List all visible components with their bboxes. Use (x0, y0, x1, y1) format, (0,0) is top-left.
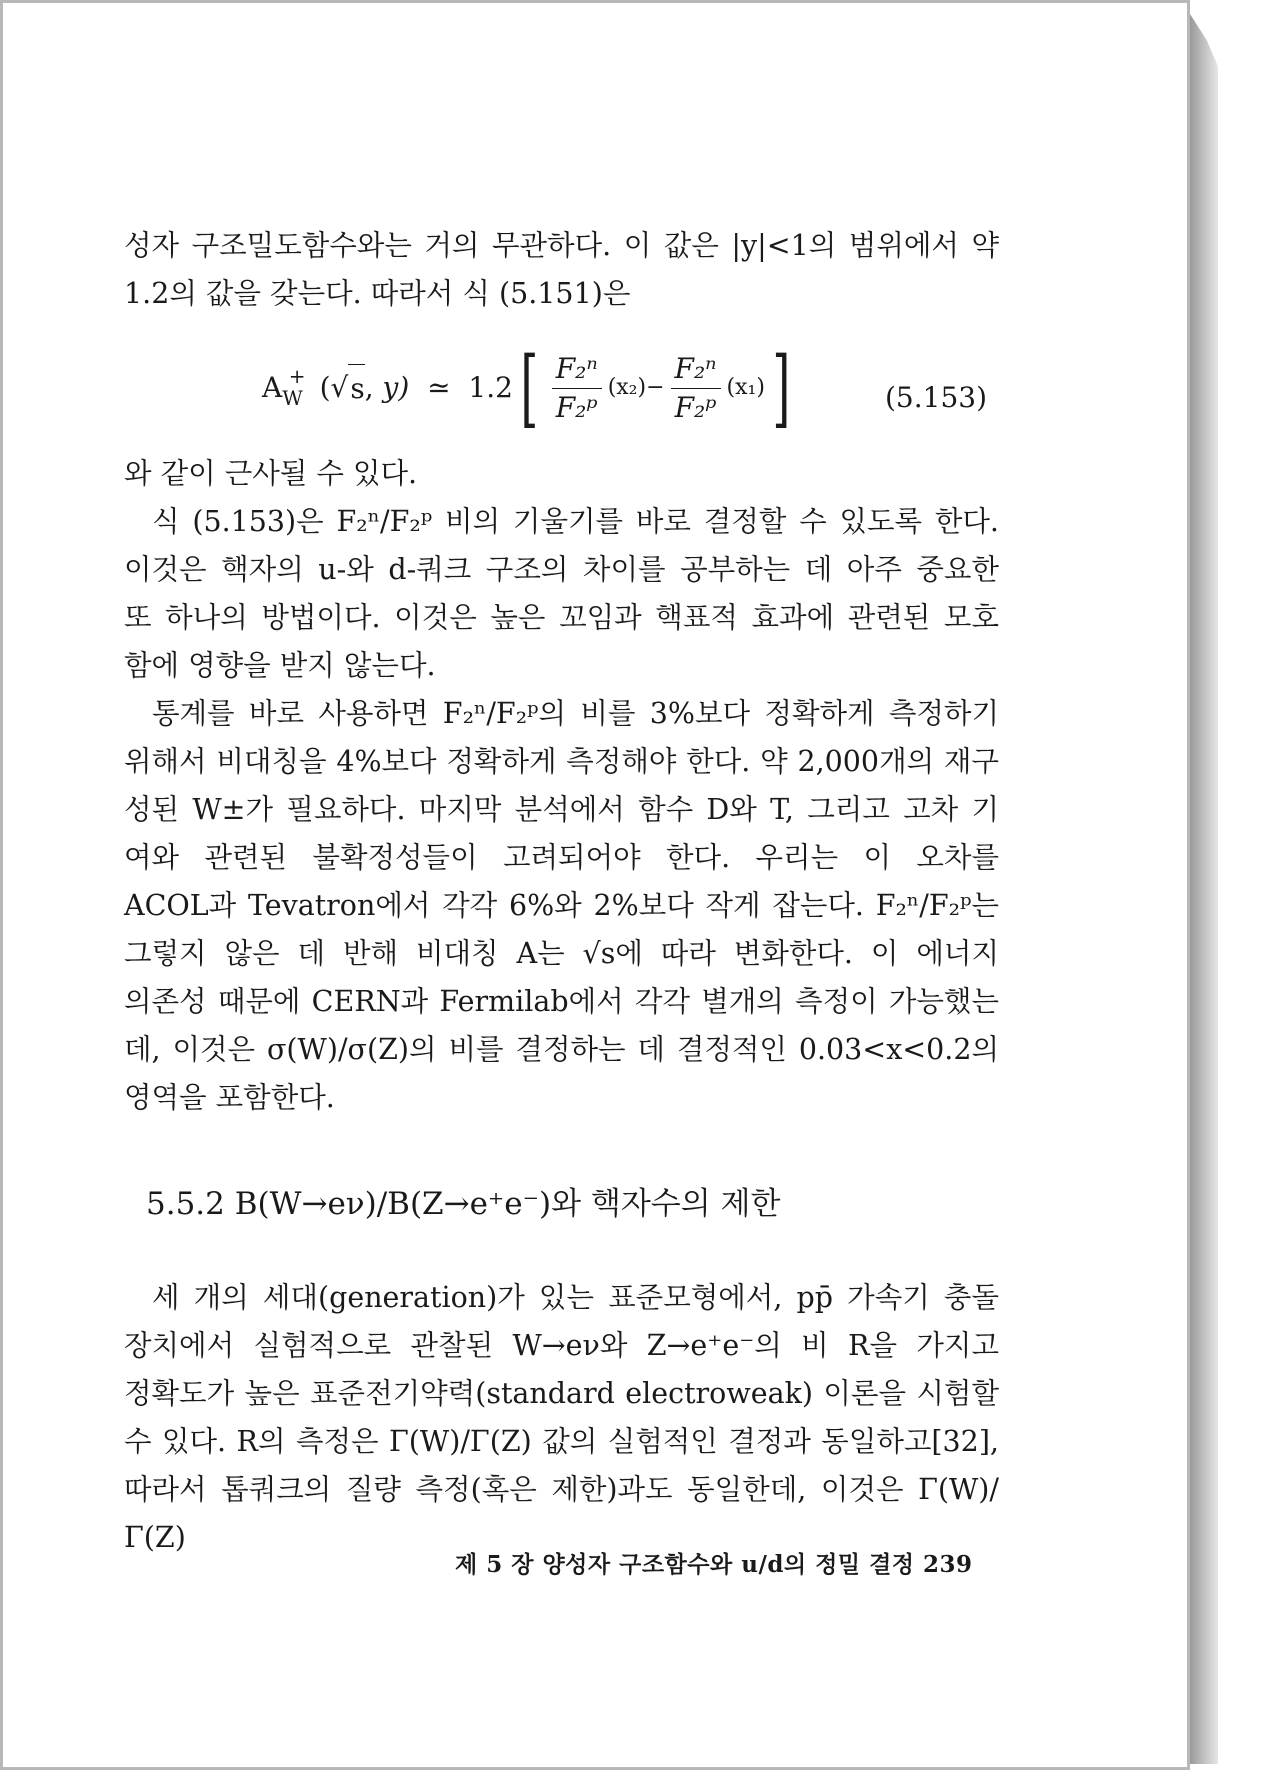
eq-lhs-open: ( (319, 371, 331, 404)
eq-lhs-sqrt: s (348, 364, 364, 413)
eq-arg-1: (x₂)− (607, 375, 665, 400)
paragraph-4 (124, 690, 999, 1122)
eq-num-2: F₂ⁿ (671, 350, 721, 389)
paragraph-2: 와 같이 근사될 수 있다. (124, 457, 418, 490)
eq-lhs-a: A (262, 371, 283, 404)
text-line: 수 있다. R의 측정은 Γ(W)/Γ(Z) 값의 실험적인 결정과 동일하고[32], (124, 1425, 999, 1458)
text-line: 영역을 포함한다. (124, 1081, 335, 1114)
eq-coef: 1.2 (468, 371, 513, 404)
page-edge-shadow (1190, 14, 1218, 1764)
text-line: 또 하나의 방법이다. 이것은 높은 꼬임과 핵표적 효과에 관련된 모호 (124, 601, 999, 634)
text-line: 이것은 핵자의 u-와 d-쿼크 구조의 차이를 공부하는 데 아주 중요한 (124, 553, 999, 586)
eq-bracket-right: ] (772, 339, 791, 437)
equation-5-153 (124, 326, 999, 446)
text-line: 정확도가 높은 표준전기약력(standard electroweak) 이론을 시험할 (124, 1377, 999, 1410)
text-line: ACOL과 Tevatron에서 각각 6%와 2%보다 작게 잡는다. F₂ⁿ/F₂ᵖ는 (124, 889, 999, 922)
equation-number: (5.153) (884, 381, 987, 414)
eq-arg-2: (x₁) (726, 375, 765, 400)
eq-fraction-1 (552, 350, 602, 427)
eq-den-1: F₂ᵖ (555, 390, 598, 424)
eq-lhs-w: W (282, 386, 303, 410)
text-line: 성자 구조밀도함수와는 거의 무관하다. 이 값은 |y|<1의 범위에서 약 (124, 229, 999, 262)
eq-lhs-y: y) (382, 371, 410, 404)
text-line: 장치에서 실험적으로 관찰된 W→eν와 Z→e⁺e⁻의 비 R을 가지고 (124, 1329, 999, 1362)
text-line: 함에 영향을 받지 않는다. (124, 649, 436, 682)
section-title: 5.5.2 B(W→eν)/B(Z→e⁺e⁻)와 핵자수의 제한 (146, 1186, 781, 1222)
text-line: 위해서 비대칭을 4%보다 정확하게 측정해야 한다. 약 2,000개의 재구 (124, 745, 999, 778)
equation-body (262, 339, 798, 437)
text-line: 1.2의 값을 갖는다. 따라서 식 (5.151)은 (124, 277, 631, 310)
paragraph-1 (124, 222, 999, 318)
page-footer: 제 5 장 양성자 구조함수와 u/d의 정밀 결정 239 (455, 1551, 973, 1578)
eq-num-1: F₂ⁿ (552, 350, 602, 389)
text-line: 그렇지 않은 데 반해 비대칭 A는 √s에 따라 변화한다. 이 에너지 (124, 937, 999, 970)
text-line: 성된 W±가 필요하다. 마지막 분석에서 함수 D와 T, 그리고 고차 기 (124, 793, 999, 826)
page-content (124, 222, 999, 1562)
eq-den-2: F₂ᵖ (674, 390, 717, 424)
text-line: 식 (5.153)은 F₂ⁿ/F₂ᵖ 비의 기울기를 바로 결정할 수 있도록 한다. (152, 505, 999, 538)
eq-approx: ≃ (427, 371, 451, 404)
eq-bracket-left: [ (520, 339, 539, 437)
text-line: 세 개의 세대(generation)가 있는 표준모형에서, pp̄ 가속기 충돌 (152, 1281, 999, 1314)
eq-lhs-sup: + (288, 364, 306, 388)
eq-lhs-comma: , (364, 371, 374, 404)
text-line: 의존성 때문에 CERN과 Fermilab에서 각각 별개의 측정이 가능했는 (124, 985, 999, 1018)
paragraph-3 (124, 498, 999, 690)
paragraph-5 (124, 1274, 999, 1562)
text-line: 데, 이것은 σ(W)/σ(Z)의 비를 결정하는 데 결정적인 0.03<x<0.2의 (124, 1033, 999, 1066)
eq-fraction-2 (671, 350, 721, 427)
sqrt-sign-icon: √ (330, 371, 349, 404)
text-line: 통계를 바로 사용하면 F₂ⁿ/F₂ᵖ의 비를 3%보다 정확하게 측정하기 (152, 697, 999, 730)
text-line: 여와 관련된 불확정성들이 고려되어야 한다. 우리는 이 오차를 (124, 841, 999, 874)
text-line: 따라서 톱쿼크의 질량 측정(혹은 제한)과도 동일한데, 이것은 Γ(W)/Γ(Z) (124, 1473, 999, 1554)
